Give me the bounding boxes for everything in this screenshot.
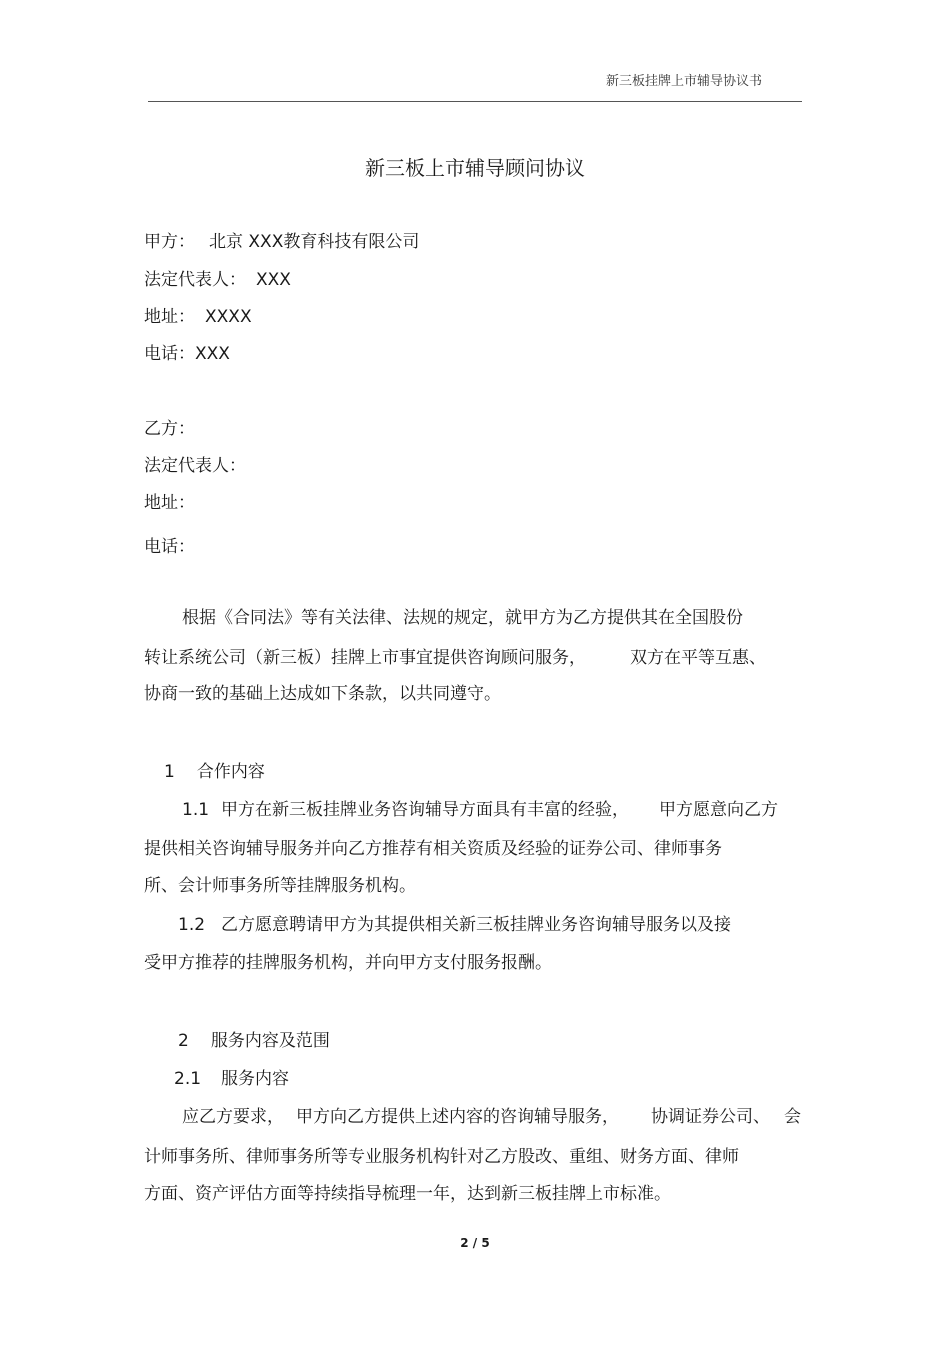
section-2-number: 2 xyxy=(178,1031,189,1051)
clause-1-1-text-b: 甲方愿意向乙方 xyxy=(659,800,779,820)
intro-line-2b: 双方在平等互惠、 xyxy=(630,648,766,668)
intro-line-2 xyxy=(144,646,766,670)
clause-2-1-heading xyxy=(174,1067,289,1091)
section-1-title: 合作内容 xyxy=(196,762,265,782)
intro-line-3: 协商一致的基础上达成如下条款，以共同遵守。 xyxy=(144,684,501,704)
clause-1-1-text-a: 甲方在新三板挂牌业务咨询辅导方面具有丰富的经验， xyxy=(221,800,630,820)
clause-1-2-number: 1.2 xyxy=(178,915,206,935)
party-a-rep: XXX xyxy=(256,270,291,290)
clause-1-2-line-1 xyxy=(178,913,731,937)
party-a-address-label: 地址： xyxy=(144,307,195,327)
clause-1-1-line-2: 提供相关咨询辅导服务并向乙方推荐有相关资质及经验的证券公司、律师事务 xyxy=(144,839,722,859)
intro-line-2a: 转让系统公司（新三板）挂牌上市事宜提供咨询顾问服务， xyxy=(144,648,586,668)
clause-2-1-text-b: 甲方向乙方提供上述内容的咨询辅导服务， xyxy=(296,1107,619,1127)
party-a-name: 北京 XXX教育科技有限公司 xyxy=(209,232,420,252)
header-divider xyxy=(148,101,802,102)
clause-1-1-line-1 xyxy=(182,798,778,822)
party-a-address-row xyxy=(144,305,252,329)
clause-2-1-text-d: 会 xyxy=(784,1107,801,1127)
clause-2-1-line-3: 方面、资产评估方面等持续指导梳理一年，达到新三板挂牌上市标准。 xyxy=(144,1184,671,1204)
clause-2-1-title: 服务内容 xyxy=(221,1069,290,1089)
clause-1-1-line-3: 所、会计师事务所等挂牌服务机构。 xyxy=(144,876,416,896)
party-a-name-row xyxy=(144,230,419,254)
party-a-phone-label: 电话： xyxy=(144,344,195,364)
section-2-title: 服务内容及范围 xyxy=(210,1031,330,1051)
clause-2-1-line-2: 计师事务所、律师事务所等专业服务机构针对乙方股改、重组、财务方面、律师 xyxy=(144,1147,739,1167)
party-b-label: 乙方： xyxy=(144,419,195,439)
clause-2-1-text-a: 应乙方要求， xyxy=(182,1107,284,1127)
clause-1-2-text: 乙方愿意聘请甲方为其提供相关新三板挂牌业务咨询辅导服务以及接 xyxy=(221,915,732,935)
page-number: 2 / 5 xyxy=(460,1236,490,1250)
clause-1-1-number: 1.1 xyxy=(182,800,210,820)
section-2-heading xyxy=(178,1029,330,1053)
document-title: 新三板上市辅导顾问协议 xyxy=(365,156,585,180)
party-b-phone-label: 电话： xyxy=(144,537,195,557)
clause-2-1-number: 2.1 xyxy=(174,1069,202,1089)
party-a-label: 甲方： xyxy=(144,232,195,252)
party-a-rep-label: 法定代表人： xyxy=(144,270,246,290)
party-b-rep-label: 法定代表人： xyxy=(144,456,246,476)
clause-2-1-line-1 xyxy=(182,1105,801,1129)
party-a-address: XXXX xyxy=(205,307,252,327)
running-header: 新三板挂牌上市辅导协议书 xyxy=(606,74,763,89)
clause-2-1-text-c: 协调证券公司、 xyxy=(651,1107,770,1127)
party-a-rep-row xyxy=(144,268,291,292)
party-b-address-label: 地址： xyxy=(144,493,195,513)
party-a-phone-row xyxy=(144,342,230,366)
section-1-heading xyxy=(164,760,265,784)
party-a-phone: XXX xyxy=(195,344,230,364)
intro-line-1: 根据《合同法》等有关法律、法规的规定，就甲方为乙方提供其在全国股份 xyxy=(182,608,743,628)
section-1-number: 1 xyxy=(164,762,175,782)
clause-1-2-line-2: 受甲方推荐的挂牌服务机构，并向甲方支付服务报酬。 xyxy=(144,953,552,973)
